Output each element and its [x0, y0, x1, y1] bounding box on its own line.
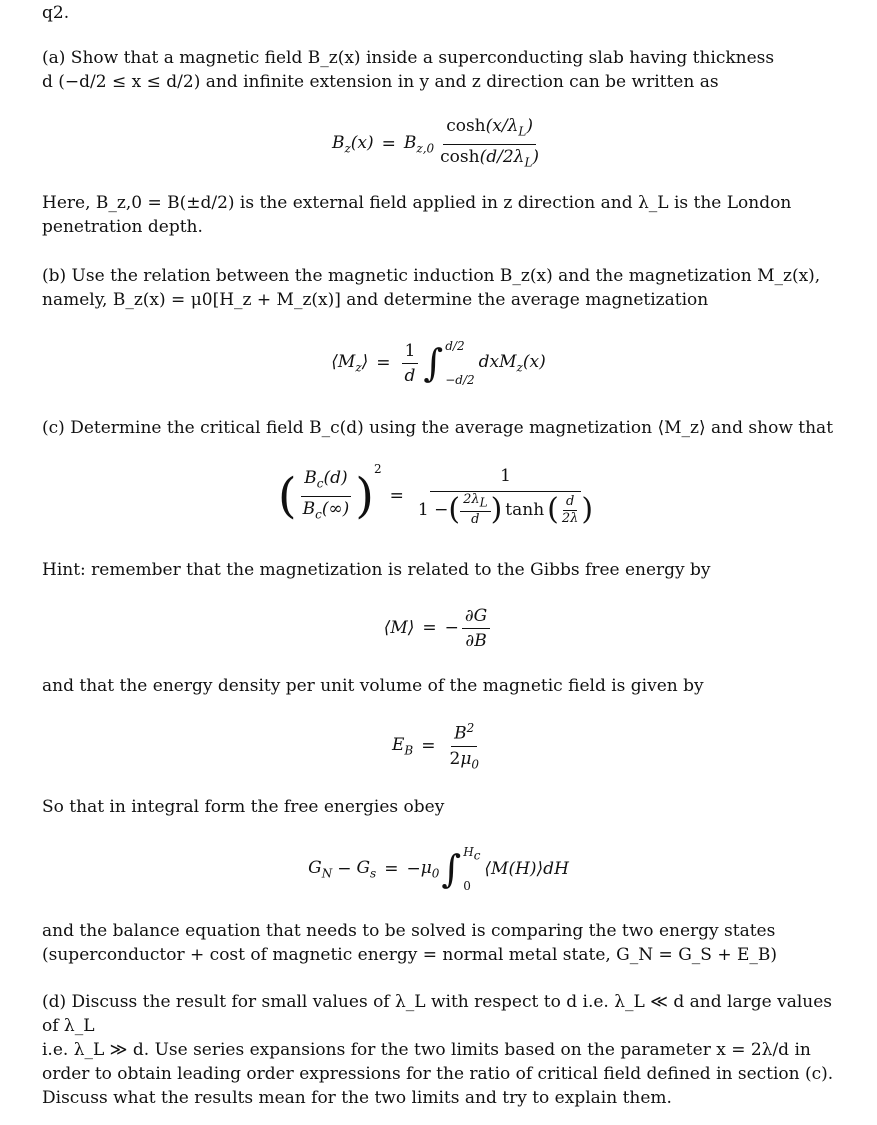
part-d-line-1: (d) Discuss the result for small values of λ_L with respect to d i.e. λ_L ≪ d and large values of λ_L	[42, 992, 832, 1036]
part-b-line-1: (b) Use the relation between the magnetic induction B_z(x) and the magnetization M_z(x),	[42, 266, 821, 286]
equation-c: ( $\frac{B_c(d)}{B_c(\infty)}$ ) $^2$ = 1 1 − ( $\frac{2\lambda_L}{d}$ ) tanh ( $\frac{d}{2\lambda}$ )	[277, 462, 594, 527]
equation-hint-e: $E_B$ = $\frac{B^2}{2\mu_0}$	[0, 718, 877, 774]
equation-a: $B_z(x)$ = $B_{z,0}$ $\frac{\cosh(x/\lambda_L)}{\cosh(d/2\lambda_L)}$	[331, 116, 540, 169]
part-a-here-line-2: penetration depth.	[42, 217, 203, 237]
part-a-line-2: d (−d/2 ≤ x ≤ d/2) and infinite extension in y and z direction can be written as	[42, 72, 719, 92]
part-a-here-line-1: Here, B_z,0 = B(±d/2) is the external field applied in z direction and λ_L is the London	[42, 193, 792, 213]
hint-line-1: Hint: remember that the magnetization is related to the Gibbs free energy by	[42, 560, 711, 580]
balance-line-1: and the balance equation that needs to be solved is comparing the two energy states	[42, 921, 776, 941]
equation-hint-m: ⟨M⟩ = − $\frac{\partial G}{\partial B}$	[0, 600, 877, 656]
part-a-definitions	[42, 191, 842, 239]
part-b-line-2: namely, B_z(x) = μ0[H_z + M_z(x)] and determine the average magnetization	[42, 290, 709, 310]
part-c-paragraph	[42, 416, 842, 440]
part-d-line-4: Discuss what the results mean for the two limits and try to explain them.	[42, 1088, 672, 1108]
part-b-paragraph	[42, 264, 842, 312]
part-d-line-2: i.e. λ_L ≫ d. Use series expansions for the two limits based on the parameter x = 2λ/d in	[42, 1040, 811, 1060]
question-number: q2.	[42, 3, 70, 23]
balance-paragraph	[42, 919, 842, 967]
part-d-paragraph	[42, 990, 842, 1110]
hint-line-2: and that the energy density per unit volume of the magnetic field is given by	[42, 676, 704, 696]
part-a-line-1: (a) Show that a magnetic field B_z(x) inside a superconducting slab having thickness	[42, 48, 775, 68]
equation-b: $⟨M_z⟩$ = $\frac{1}{d}$ ∫ d/2 −d/2 dxM$_z$(x)	[331, 339, 546, 387]
equation-hint-g: $G_N$ − $G_s$ = − $\mu_0$ ∫ $H_c$ 0 ⟨M(H)⟩dH	[308, 845, 569, 893]
part-d-line-3: order to obtain leading order expressions for the ratio of critical field defined in section (c).	[42, 1064, 834, 1084]
balance-line-2: (superconductor + cost of magnetic energy = normal metal state, G_N = G_S + E_B)	[42, 945, 778, 965]
part-c-line-1: (c) Determine the critical field B_c(d) using the average magnetization ⟨M_z⟩ and show that	[42, 418, 834, 438]
hint-line-3: So that in integral form the free energies obey	[42, 797, 445, 817]
part-a-paragraph	[42, 46, 842, 94]
